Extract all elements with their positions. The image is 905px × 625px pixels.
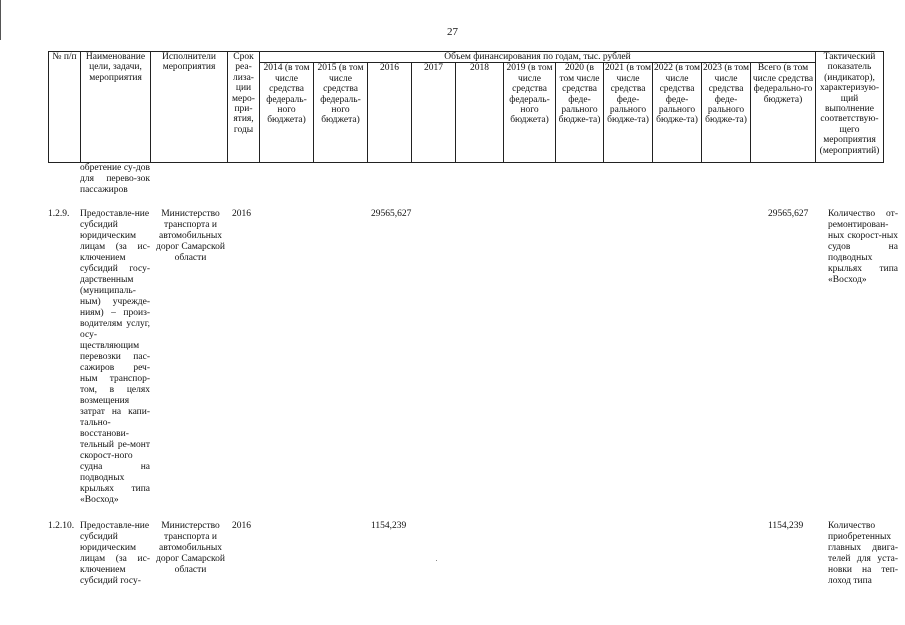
- header-indicator: Тактический показатель (индикатор), характеризую-щий выполнение соответствую-щего мероприятия (мероприятий): [816, 52, 884, 163]
- row-1-2-10-term: 2016: [232, 521, 251, 531]
- header-year-2021: 2021 (в том числе средства феде-рального бюдже-та): [604, 63, 653, 163]
- header-year-2014: 2014 (в том числе средства федераль-ного бюджета): [260, 63, 314, 163]
- header-executors: Исполнители мероприятия: [151, 52, 228, 163]
- page-number: 27: [447, 26, 458, 38]
- row-1-2-9-total: 29565,627: [768, 209, 809, 219]
- row-1-2-10-num: 1.2.10.: [48, 521, 75, 531]
- scan-speck: [436, 560, 437, 561]
- header-year-2018: 2018: [456, 63, 504, 163]
- row-1-2-10-total: 1154,239: [768, 521, 804, 531]
- continued-item-text: обретение су-дов для перево-зок пассажиров: [80, 163, 150, 195]
- row-1-2-9-term: 2016: [232, 209, 251, 219]
- header-year-2023: 2023 (в том числе средства феде-рального бюдже-та): [702, 63, 751, 163]
- row-1-2-9-num: 1.2.9.: [48, 209, 70, 219]
- row-1-2-9-indicator: Количество от-ремонтирован-ных скорост-ных судов на подводных крыльях типа «Восход»: [828, 209, 898, 285]
- header-total: Всего (в том числе средства федерально-го бюджета): [751, 63, 816, 163]
- header-num: № п/п: [49, 52, 81, 163]
- row-1-2-9-executor: Министерство транспорта и автомобильных дорог Самарской области: [155, 209, 225, 263]
- row-1-2-10-name: Предоставле-ние субсидий юридическим лицам (за ис-ключением субсидий госу-: [80, 521, 150, 586]
- header-name: Наименование цели, задачи, мероприятия: [81, 52, 151, 163]
- header-year-2015: 2015 (в том числе средства федераль-ного бюджета): [314, 63, 368, 163]
- row-1-2-10-indicator: Количество приобретенных главных двига-телей для уста-новки на теп-лоход типа: [828, 521, 898, 586]
- header-year-2016: 2016: [368, 63, 412, 163]
- header-year-2017: 2017: [412, 63, 456, 163]
- row-1-2-9-name: Предоставле-ние субсидий юридическим лицам (за ис-ключением субсидий госу-дарственным (муниципаль-ным) учрежде-ниям) – произ-водителям услуг, осу-ществляющим перевозки пас-сажиров реч-ным транспор-том, в целях возмещения затрат на капи-тально-восстанови-тельный ре-монт скорост-ного судна на подводных крыльях типа «Восход»: [80, 209, 150, 505]
- header-year-2022: 2022 (в том числе средства феде-рального бюдже-та): [653, 63, 702, 163]
- header-financing-title: Объем финансирования по годам, тыс. рублей: [260, 52, 816, 63]
- row-1-2-10-executor: Министерство транспорта и автомобильных дорог Самарской области: [155, 521, 225, 575]
- row-1-2-9-value-2016: 29565,627: [371, 209, 412, 219]
- header-term: Срок реа-лиза-ции меро-при-ятия, годы: [228, 52, 260, 163]
- row-1-2-10-value-2016: 1154,239: [371, 521, 407, 531]
- program-table-header: [48, 51, 884, 163]
- header-year-2020: 2020 (в том числе средства феде-рального бюдже-та): [556, 63, 604, 163]
- header-year-2019: 2019 (в том числе средства федераль-ного бюджета): [504, 63, 556, 163]
